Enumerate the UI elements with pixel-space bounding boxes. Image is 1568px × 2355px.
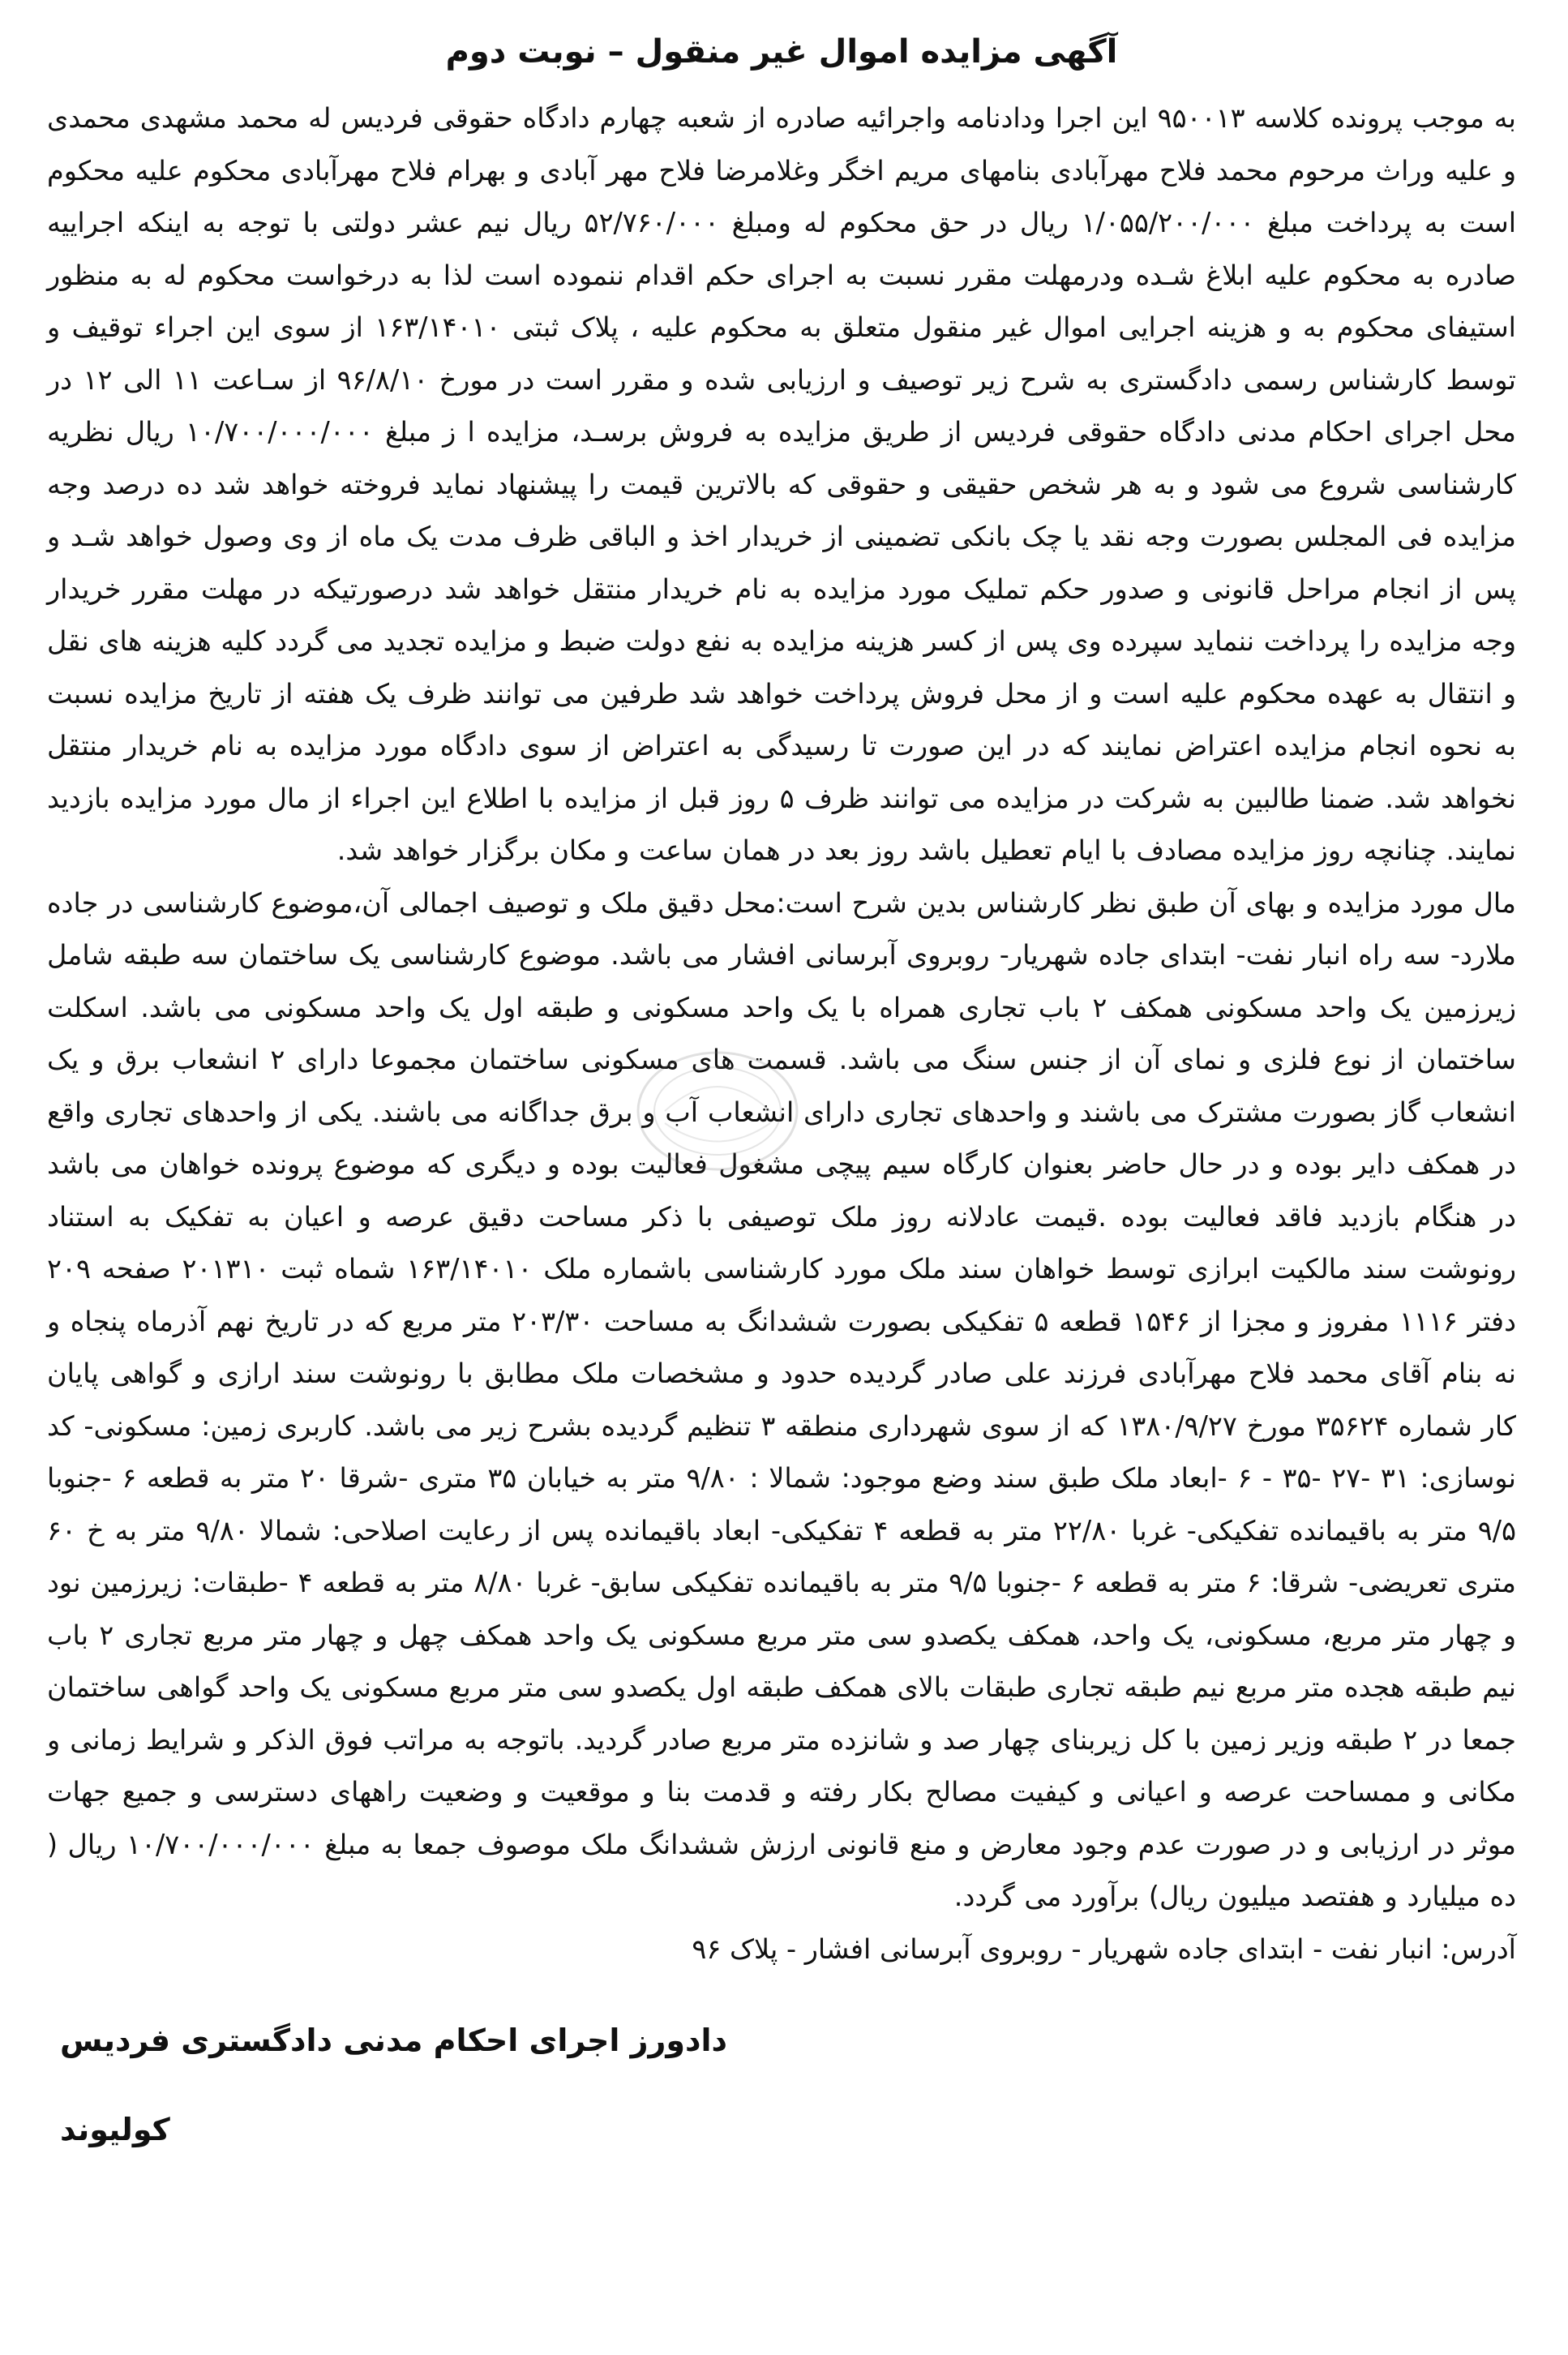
- property-address: آدرس: انبار نفت - ابتدای جاده شهریار - روبروی آبرسانی افشار - پلاک ۹۶: [692, 1932, 1516, 1965]
- notice-title: آگهی مزایده اموال غیر منقول – نوبت دوم: [445, 33, 1118, 71]
- notice-paragraph-property-description: مال مورد مزایده و بهای آن طبق نظر کارشناس بدین شرح است:محل دقیق ملک و توصیف اجمالی آن،موضوع کارشناسی در جاده ملارد- سه راه انبار نفت- ابتدای جاده شهریار- روبروی آبرسانی افشار می باشد. موضوع کارشناسی یک ساختمان سه طبقه شامل زیرزمین یک واحد مسکونی همکف ۲ باب تجاری همراه با یک واحد مسکونی و طبقه اول یک واحد مسکونی می باشد. اسکلت ساختمان از نوع فلزی و نمای آن از جنس سنگ می باشد. قسمت های مسکونی ساختمان مجموعا دارای ۲ انشعاب برق و یک انشعاب گاز بصورت مشترک می باشند و واحدهای تجاری دارای انشعاب آب و برق جداگانه می باشند. یکی از واحدهای تجاری واقع در همکف دایر بوده و در حال حاضر بعنوان کارگاه سیم پیچی مشغول فعالیت بوده و دیگری که موضوع پرونده خواهان می باشد در هنگام بازدید فاقد فعالیت بوده .قیمت عادلانه روز ملک توصیفی با ذکر مساحت دقیق عرصه و اعیان به تفکیک به استناد رونوشت سند مالکیت ابرازی توسط خواهان سند ملک مورد کارشناسی باشماره ملک ۱۶۳/۱۴۰۱۰ شماه ثبت ۲۰۱۳۱۰ صفحه ۲۰۹ دفتر ۱۱۱۶ مفروز و مجزا از ۱۵۴۶ قطعه ۵ تفکیکی بصورت ششدانگ به مساحت ۲۰۳/۳۰ متر مربع که در تاریخ نهم آذرماه پنجاه و نه بنام آقای محمد فلاح مهرآبادی فرزند علی صادر گردیده حدود و مشخصات ملک مطابق با رونوشت سند ارازی و گواهی پایان کار شماره ۳۵۶۲۴ مورخ ۱۳۸۰/۹/۲۷ که از سوی شهرداری منطقه ۳ تنظیم گردیده بشرح زیر می باشد. کاربری زمین: مسکونی- کد نوسازی: ۳۱ -۲۷ -۳۵ - ۶ -ابعاد ملک طبق سند وضع موجود: شمالا : ۹/۸۰ متر به خیابان ۳۵ متری -شرقا ۲۰ متر به قطعه ۶ -جنوبا ۹/۵ متر به باقیمانده تفکیکی- غربا ۲۲/۸۰ متر به قطعه ۴ تفکیکی- ابعاد باقیمانده پس از رعایت اصلاحی: شمالا ۹/۸۰ متر به خ ۶۰ متری تعریضی- شرقا: ۶ متر به قطعه ۶ -جنوبا ۹/۵ متر به باقیمانده تفکیکی سابق- غربا ۸/۸۰ متر به قطعه ۴ -طبقات: زیرزمین نود و چهار متر مربع، مسکونی، یک واحد، همکف یکصدو سی متر مربع مسکونی یک واحد همکف چهل و چهار متر مربع تجاری ۲ باب نیم طبقه هجده متر مربع نیم طبقه تجاری طبقات بالای همکف طبقه اول یکصدو سی متر مربع مسکونی یک واحد گواهی ساختمان جمعا در ۲ طبقه وزیر زمین با کل زیربنای چهار صد و شانزده متر مربع صادر گردید. باتوجه به مراتب فوق الذکر و شرایط زمانی و مکانی و ممساحت عرصه و اعیانی و کیفیت مصالح بکار رفته و قدمت بنا و موقعیت و وضعیت راههای دسترسی و جمیع جهات موثر در ارزیابی و در صورت عدم وجود معارض و منع قانونی ارزش ششدانگ ملک موصوف جمعا به مبلغ ۱۰/۷۰۰/۰۰۰/۰۰۰ ریال ( ده میلیارد و هفتصد میلیون ریال) برآورد می گردد.: [47, 886, 1517, 1912]
- signature-name: کولیوند: [60, 2112, 170, 2147]
- signature-office: دادورز اجرای احکام مدنی دادگستری فردیس: [60, 2023, 728, 2058]
- signature-block: [47, 2013, 1516, 2157]
- notice-paragraph-main: به موجب پرونده کلاسه ۹۵۰۰۱۳ این اجرا ودادنامه واجرائیه صادره از شعبه چهارم دادگاه حقوقی فردیس له محمد مشهدی محمدی و علیه وراث مرحوم محمد فلاح مهرآبادی بنامهای مریم اخگر وغلامرضا فلاح مهر آبادی و بهرام فلاح مهرآبادی محکوم علیه محکوم است به پرداخت مبلغ ۱/۰۵۵/۲۰۰/۰۰۰ ریال در حق محکوم له ومبلغ ۵۲/۷۶۰/۰۰۰ ریال نیم عشر دولتی با توجه به اینکه اجراییه صادره به محکوم علیه ابلاغ شـده ودرمهلت مقرر نسبت به اجرای حکم اقدام ننموده است لذا به درخواست محکوم له به منظور استیفای محکوم به و هزینه اجرایی اموال غیر منقول متعلق به محکوم علیه ، پلاک ثبتی ۱۶۳/۱۴۰۱۰ از سوی این اجراء توقیف و توسط کارشناس رسمی دادگستری به شرح زیر توصیف و ارزیابی شده و مقرر است در مورخ ۹۶/۸/۱۰ از سـاعت ۱۱ الی ۱۲ در محل اجرای احکام مدنی دادگاه حقوقی فردیس از طریق مزایده به فروش برسـد، مزایده ا ز مبلغ ۱۰/۷۰۰/۰۰۰/۰۰۰ ریال نظریه کارشناسی شروع می شود و به هر شخص حقیقی و حقوقی که بالاترین قیمت را پیشنهاد نماید فروخته خواهد شد ده درصد وجه مزایده فی المجلس بصورت وجه نقد یا چک بانکی تضمینی از خریدار اخذ و الباقی ظرف مدت یک ماه از وی وصول خواهد شـد و پس از انجام مراحل قانونی و صدور حکم تملیک مورد مزایده به نام خریدار منتقل خواهد شد درصورتیکه در مهلت مقرر خریدار وجه مزایده را پرداخت ننماید سپرده وی پس از کسر هزینه مزایده به نفع دولت ضبط و مزایده تجدید می گردد کلیه هزینه های نقل و انتقال به عهده محکوم علیه است و از محل فروش پرداخت خواهد شد طرفین می توانند ظرف یک هفته از تاریخ مزایده نسبت به نحوه انجام مزایده اعتراض نمایند که در این صورت تا رسیدگی به اعتراض از سوی دادگاه مورد مزایده به نام خریدار منتقل نخواهد شد. ضمنا طالبین به شرکت در مزایده می توانند ظرف ۵ روز قبل از مزایده با اطلاع این اجراء از مال مورد مزایده بازدید نمایند. چنانچه روز مزایده مصادف با ایام تعطیل باشد روز بعد در همان ساعت و مکان برگزار خواهد شد.: [47, 102, 1517, 866]
